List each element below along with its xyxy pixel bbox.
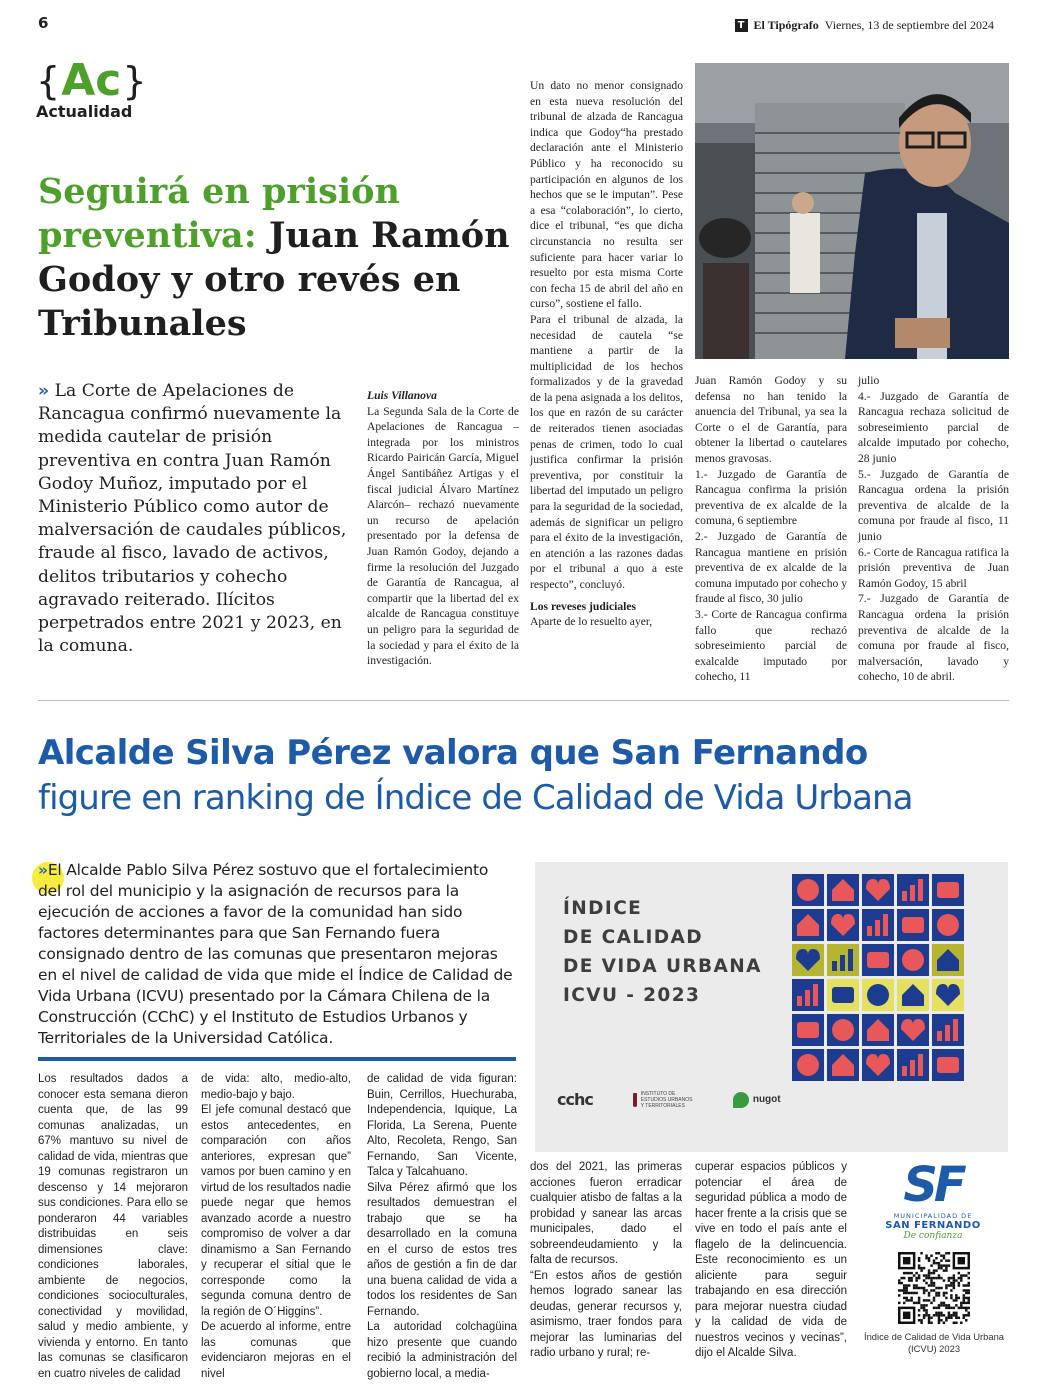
article1-column-2	[530, 78, 683, 630]
publication-logo-icon: T	[735, 19, 748, 32]
icvu-tile	[792, 1049, 824, 1081]
icvu-tile	[897, 979, 929, 1011]
icvu-tile	[862, 874, 894, 906]
sf-monogram: SF	[903, 1157, 963, 1213]
icvu-tile	[792, 944, 824, 976]
article1-headline-main: Juan Ramón Godoy y otro revés en Tribunales	[38, 215, 510, 344]
article2-paragraph: dos del 2021, las primeras acciones fueron erradicar cualquier atisbo de faltas a la probidad y sanear las arcas municipales, dado el sobreendeudamiento y la falta de recursos.	[530, 1161, 682, 1266]
icvu-tile	[862, 909, 894, 941]
cchc-logo: cchc	[557, 1090, 593, 1109]
city-label: SAN FERNANDO	[885, 1220, 981, 1231]
icvu-logos	[557, 1090, 781, 1109]
list-item: 6.- Corte de Rancagua ratifica la prisión preventiva de Juan Ramón Godoy, 15 abril	[858, 545, 1009, 590]
list-item: 5.- Juzgado de Garantía de Rancagua ordena la prisión preventiva de alcalde de la comuna por fraude al fisco, 11 junio	[858, 467, 1009, 543]
article1-paragraph: Un dato no menor consignado en esta nueva resolución del tribunal de alzada de Rancagua indica que Godoy“ha prestado declaración ante el Ministerio Público y ha reconocido su participación en algunos de los hechos que se le imputan”. Pese a esa “colaboración”, lo cierto, dice el tribunal, “es que dicha circunstancia no resulta ser suficiente para hacer variar lo resuelto por esta misma Corte con fecha 15 de abril del año en curso”, sostiene el fallo.	[530, 79, 683, 311]
list-item: 7.- Juzgado de Garantía de Rancagua ordena la prisión preventiva de alcalde de la comuna por fraude al fisco, malversación, lavado y cohecho, 10 de abril.	[858, 592, 1009, 684]
page-number: 6	[38, 14, 49, 32]
brace-open: {	[36, 59, 61, 103]
icvu-title-line: ICVU - 2023	[563, 985, 701, 1006]
article2-paragraph: de vida: alto, medio-alto, medio-bajo y bajo.	[201, 1073, 351, 1101]
chevron-icon: »	[38, 381, 50, 401]
article1-paragraph: julio	[858, 374, 880, 387]
icvu-tile	[792, 979, 824, 1011]
article2-column-5	[695, 1160, 847, 1362]
article1-column-3	[695, 373, 847, 685]
icvu-tile	[932, 944, 964, 976]
list-item: 1.- Juzgado de Garantía de Rancagua confirma la prisión preventiva de ex alcalde de la comuna, 6 septiembre	[695, 467, 847, 528]
article2-paragraph: cuperar espacios públicos y potenciar el área de seguridad pública a modo de hacer frente a la crisis que se vive en todo el país ante el flagelo de la delincuencia. Este reconocimiento es un aliciente para seguir trabajando en esa dirección para mejorar nuestra ciudad y la calidad de vida de nuestros vecinos y vecinas”, dijo el Alcalde Silva.	[695, 1161, 847, 1359]
article2-column-1	[38, 1072, 188, 1382]
municipality-logo	[880, 1157, 986, 1241]
article2-paragraph: El jefe comunal destacó que estos antecedentes, en comparación con años anteriores, expresan que” vamos por buen camino y en virtud de los resultados nadie puede negar que hemos avanzado acorde a nuestro compromiso de volver a dar dinamismo a San Fernando y recuperar el sitial que le corresponde como la segunda comuna dentro de la región de O´Higgins”.	[201, 1104, 351, 1318]
icvu-pie-icon	[902, 949, 924, 971]
institute-name: INSTITUTO DE ESTUDIOS URBANOS Y TERRITORIALES	[640, 1090, 693, 1109]
nugot-logo	[733, 1092, 781, 1108]
qr-caption: Índice de Calidad de Vida Urbana (ICVU) 2023	[863, 1331, 1005, 1354]
masthead	[735, 18, 994, 33]
icvu-title-line: ÍNDICE	[563, 898, 643, 919]
icvu-tile	[827, 909, 859, 941]
list-item: 2.- Juzgado de Garantía de Rancagua mantiene en prisión preventiva de ex alcalde de la comuna imputado por cohecho y fraude al fisco, 30 julio	[695, 529, 847, 606]
icvu-tile	[827, 944, 859, 976]
issue-date: Viernes, 13 de septiembre del 2024	[824, 18, 994, 32]
icvu-tile	[862, 1049, 894, 1081]
section-label: Actualidad	[36, 102, 133, 121]
article2-paragraph: de calidad de vida figuran: Buin, Cerrillos, Huechuraba, Independencia, Iquique, La Florida, La Serena, Puente Alto, Recoleta, Rengo, San Fernando, San Vicente, Talca y Talcahuano.	[367, 1073, 517, 1178]
icvu-tile	[897, 1049, 929, 1081]
article2-column-2	[201, 1072, 351, 1382]
article1-paragraph: Aparte de lo resuelto ayer,	[530, 615, 653, 629]
chevron-icon: »	[38, 861, 48, 879]
article2-paragraph: Silva Pérez afirmó que los resultados demuestran el trabajo que se ha desarrollado en la comuna en el curso de estos tres años de gestión a fin de dar una buena calidad de vida a todos los residentes de San Fernando.	[367, 1181, 517, 1318]
byline: Luis Villanova	[367, 389, 437, 402]
article1-lead-text: La Corte de Apelaciones de Rancagua confirmó nuevamente la medida cautelar de prisión preventiva en contra Juan Ramón Godoy Muñoz, imputado por el Ministerio Público como autor de malversación de caudales públicos, fraude al fisco, lavado de activos, delitos tributarios y cohecho agravado reiterado. Ilícitos perpetrados entre 2021 y 2023, en la comuna.	[38, 381, 347, 657]
article2-lead-text: El Alcalde Pablo Silva Pérez sostuvo que el fortalecimiento del rol del municipio y la asignación de recursos para la ejecución de acciones a favor de la comunidad han sido factores determinantes para que San Fernando fuera consignado dentro de las comunas que presentaron mejoras en el nivel de calidad de vida que mide el Índice de Calidad de Vida Urbana (ICVU) presentado por la Cámara Chilena de la Construcción (CChC) y el Instituto de Estudios Urbanos y Territoriales de la Universidad Católica.	[38, 861, 513, 1047]
article1-column-4	[858, 373, 1009, 685]
article2-paragraph: De acuerdo al informe, entre las comunas que evidenciaron mejoras en el nivel	[201, 1321, 351, 1380]
article2-headline	[38, 730, 1018, 820]
icvu-tile	[897, 874, 929, 906]
icvu-tile	[932, 1014, 964, 1046]
icvu-bus-icon	[832, 987, 854, 1003]
icvu-tile	[792, 874, 824, 906]
article2-paragraph: “En estos años de gestión hemos logrado sanear las deudas, generar recursos y, asimismo, traer fondos para mejorar las luminarias del radio urbano y rural; re-	[530, 1269, 682, 1359]
article1-lead	[38, 380, 356, 658]
article2-column-4	[530, 1160, 682, 1362]
article2-lead	[38, 860, 516, 1049]
icvu-title-line: DE VIDA URBANA	[563, 956, 762, 977]
icvu-bus-icon	[937, 1057, 959, 1073]
icvu-tile	[862, 979, 894, 1011]
icvu-tile	[897, 944, 929, 976]
article1-photo	[695, 63, 1009, 359]
icvu-graphic	[535, 862, 1008, 1152]
photo-illustration	[695, 63, 1009, 359]
publication-name: El Tipógrafo	[753, 18, 819, 32]
icvu-pie-icon	[832, 1019, 854, 1041]
icvu-tile	[897, 1014, 929, 1046]
icvu-tile	[897, 909, 929, 941]
icvu-tile	[932, 979, 964, 1011]
article2-headline-line2: figure en ranking de Índice de Calidad de Vida Urbana	[38, 778, 913, 818]
icvu-bus-icon	[867, 952, 889, 968]
article2-column-3	[367, 1072, 517, 1382]
institute-logo	[633, 1091, 693, 1109]
list-item: 3.- Corte de Rancagua confirma fallo que rechazó sobreseimiento parcial de exalcalde imputado por cohecho, 11	[695, 607, 847, 684]
icvu-tile	[792, 909, 824, 941]
icvu-tile	[932, 1049, 964, 1081]
section-mark	[36, 55, 156, 121]
article1-paragraph: Juan Ramón Godoy y su defensa no han tenido la anuencia del Tribunal, ya sea la Corte o el de Garantía, para obtener la libertad o cautelares menos gravosas.	[695, 374, 847, 465]
icvu-title	[563, 894, 762, 1010]
article1-paragraph: La Segunda Sala de la Corte de Apelaciones de Rancagua –integrada por los ministros Ricardo Pairicán García, Miguel Ángel Santibáñez Artigas y el fiscal judicial Álvaro Martínez Alarcón– rechazó nuevamente un recurso de apelación presentado por la defensa de Juan Ramón Godoy, dejando a firme la resolución del Juzgado de Garantía de Rancagua, al compartir que la libertad del ex alcalde de Rancagua constituye un peligro para la seguridad de la sociedad y para el éxito de la investigación.	[367, 404, 519, 668]
icvu-pie-icon	[937, 914, 959, 936]
icvu-pie-icon	[867, 984, 889, 1006]
list-item: 4.- Juzgado de Garantía de Rancagua rechaza solicitud de sobreseimiento parcial de alcalde imputado por cohecho, 28 junio	[858, 389, 1009, 465]
section-divider	[38, 700, 1009, 701]
icvu-tile	[862, 1014, 894, 1046]
icvu-title-line: DE CALIDAD	[563, 927, 704, 948]
icvu-bus-icon	[902, 917, 924, 933]
article1-paragraph: Para el tribunal de alzada, la necesidad de cautela “se mantiene a partir de la multiplicidad de los hechos formalizados y de la gravedad de la pena asignada a los delitos, los que en razón de su carácter de reiterados tienen asociadas penas de crimen, todo lo cual justifica confirmar la prisión preventiva, por constituir la libertad del imputado un peligro para la seguridad de la sociedad, además de significar un peligro para el éxito de la investigación, en atención a las razones dadas por el tribunal a quo a este respecto”, concluyó.	[530, 312, 683, 591]
icvu-tile	[827, 1049, 859, 1081]
icvu-tile	[827, 1014, 859, 1046]
municipality-label: MUNICIPALIDAD DE	[893, 1212, 973, 1220]
icvu-tile	[932, 909, 964, 941]
article1-subhead: Los reveses judiciales	[530, 599, 637, 613]
tagline: De confianza	[903, 1231, 963, 1241]
icvu-pie-icon	[797, 1054, 819, 1076]
icvu-icon-grid	[792, 874, 1002, 1084]
shield-icon	[633, 1093, 637, 1107]
icvu-tile	[932, 874, 964, 906]
article2-paragraph: La autoridad colchagüina hizo presente que cuando recibió la administración del gobierno local, a media-	[367, 1321, 517, 1380]
article1-headline-kicker: Seguirá en prisión preventiva:	[38, 171, 400, 256]
lead-rule	[38, 1057, 516, 1061]
section-abbr: Ac	[61, 55, 122, 106]
icvu-pie-icon	[797, 879, 819, 901]
icvu-tile	[827, 874, 859, 906]
icvu-tile	[792, 1014, 824, 1046]
nugot-name: nugot	[752, 1094, 781, 1105]
qr-code-icon[interactable]	[898, 1252, 970, 1324]
article1-column-1	[367, 388, 519, 669]
brace-close: }	[122, 59, 147, 103]
leaf-icon	[733, 1092, 749, 1108]
article1-headline	[38, 170, 518, 346]
icvu-bus-icon	[937, 882, 959, 898]
section-braces	[36, 55, 156, 106]
article2-paragraph: Los resultados dados a conocer esta semana dieron cuenta que, de las 99 comunas analizadas, un 67% mantuvo su nivel de calidad de vida, mientras que 19 comunas registraron un descenso y 14 mejoraron sus condiciones. Para ello se ponderaron 44 variables distribuidas en seis dimensiones clave: condiciones laborales, ambiente de negocios, condiciones socioculturales, conectividad y movilidad, salud y medio ambiente, y vivienda y entorno. En tanto las comunas se clasificaron en cuatro niveles de calidad	[38, 1073, 188, 1380]
article2-headline-line1: Alcalde Silva Pérez valora que San Fernando	[38, 733, 868, 773]
icvu-bus-icon	[797, 1022, 819, 1038]
icvu-tile	[862, 944, 894, 976]
icvu-tile	[827, 979, 859, 1011]
